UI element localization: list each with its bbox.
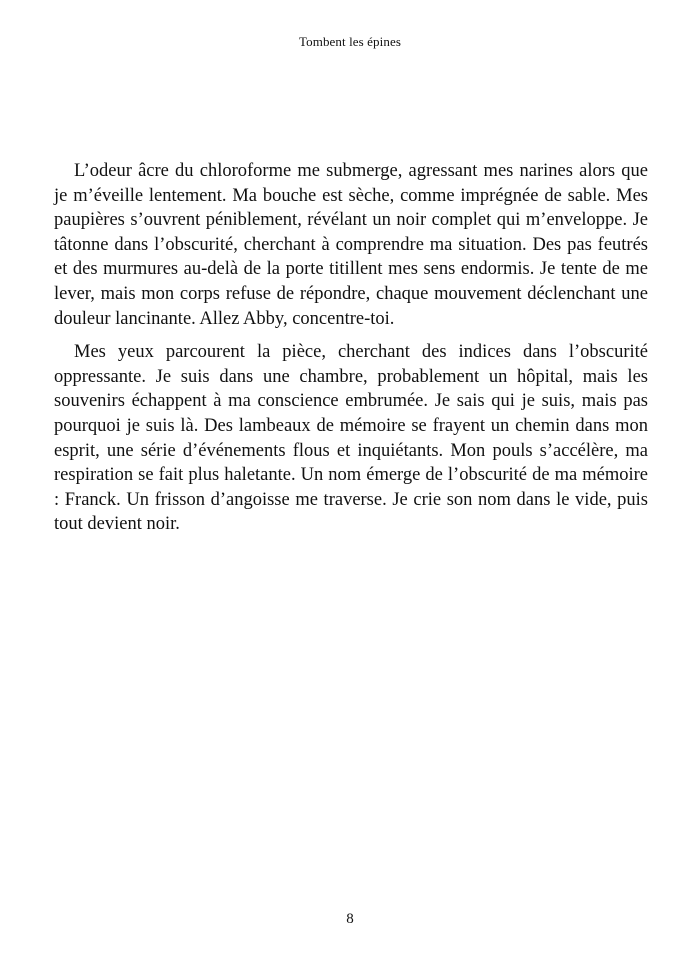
running-header-title: Tombent les épines [299, 34, 401, 49]
paragraph-2: Mes yeux parcourent la pièce, cherchant des indices dans l’obscurité oppressante. Je suis dans une chambre, probablement un hôpital, mais les souvenirs échappent à ma conscience embrumée. Je sais qui je suis, mais pas pourquoi je suis là. Des lambeaux de mémoire se frayent un chemin dans mon esprit, une série d’événements flous et inquiétants. Mon pouls s’accélère, ma respiration se fait plus haletante. Un nom émerge de l’obscurité de ma mémoire : Franck. Un frisson d’angoisse me traverse. Je crie son nom dans le vide, puis tout devient noir. [54, 342, 648, 535]
body-text [54, 159, 648, 546]
page-number: 8 [346, 911, 354, 927]
paragraph-1: L’odeur âcre du chloroforme me submerge, agressant mes narines alors que je m’éveille lentement. Ma bouche est sèche, comme imprégnée de sable. Mes paupières s’ouvrent péniblement, révélant un noir complet qui m’enveloppe. Je tâtonne dans l’obscurité, cherchant à comprendre ma situation. Des pas feutrés et des murmures au-delà de la porte titillent mes sens endormis. Je tente de me lever, mais mon corps refuse de répondre, chaque mouvement déclenchant une douleur lancinante. Allez Abby, concentre-toi. [54, 161, 648, 329]
